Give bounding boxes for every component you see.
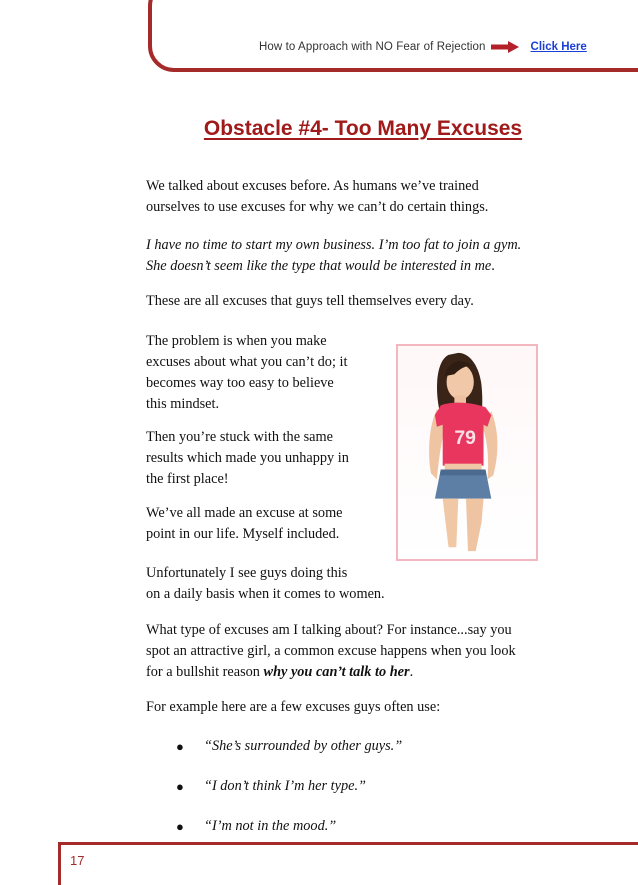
paragraph-all-made-excuse	[146, 503, 343, 545]
list-item	[176, 736, 402, 757]
paragraph-daily-basis	[146, 563, 385, 605]
paragraph-problem	[146, 331, 347, 415]
text-line: the first place!	[146, 471, 229, 487]
paragraph-every-day: These are all excuses that guys tell themselves every day.	[146, 293, 474, 309]
text-line: results which made you unhappy in	[146, 450, 349, 466]
woman-illustration	[398, 346, 536, 559]
paragraph-what-type: What type of excuses am I talking about? For instance...say you spot an attractive girl, a common excuse happens when you look for a bullshit reason why you can’t talk to her.	[146, 622, 516, 680]
text-line: spot an attractive girl, a common excuse happens when you look	[146, 643, 516, 659]
arrow-right-icon	[491, 41, 519, 53]
list-item-text: “I’m not in the mood.”	[204, 818, 337, 834]
text-line: Unfortunately I see guys doing this	[146, 565, 348, 581]
paragraph-stuck	[146, 427, 349, 490]
page-title	[0, 117, 638, 141]
bullet-icon: ●	[176, 819, 184, 834]
page-number: 17	[70, 853, 85, 868]
text-line: point in our life. Myself included.	[146, 526, 340, 542]
jersey-number-text: 79	[454, 427, 476, 450]
text-line: ourselves to use excuses for why we can’t do certain things.	[146, 199, 489, 215]
emphasis-text: why you can’t talk to her	[263, 664, 410, 680]
text-line: We talked about excuses before. As humans we’ve trained	[146, 178, 479, 194]
header-tagline: How to Approach with NO Fear of Rejection	[259, 41, 486, 53]
list-item	[176, 776, 366, 797]
text-line: We’ve all made an excuse at some	[146, 505, 343, 521]
text-line: becomes way too easy to believe	[146, 375, 334, 391]
footer-rule	[58, 842, 638, 845]
list-item	[176, 816, 336, 837]
header-frame	[148, 0, 638, 72]
header-bar	[259, 39, 587, 55]
woman-photo	[396, 344, 538, 561]
text-line: Then you’re stuck with the same	[146, 429, 333, 445]
text-line: The problem is when you make	[146, 333, 327, 349]
page-title-text: Obstacle #4- Too Many Excuses	[203, 117, 523, 140]
paragraph-example-excuses: I have no time to start my own business. I’m too fat to join a gym. She doesn’t seem like the type that would be interested in me.	[146, 237, 522, 274]
text-line: I have no time to start my own business. I’m too fat to join a gym.	[146, 237, 522, 253]
paragraph-intro	[146, 176, 488, 218]
text-line: She doesn’t seem like the type that would be interested in me	[146, 258, 492, 274]
bullet-icon: ●	[176, 779, 184, 794]
click-here-link[interactable]: Click Here	[530, 41, 587, 53]
bullet-icon: ●	[176, 739, 184, 754]
list-item-text: “I don’t think I’m her type.”	[204, 778, 367, 794]
text-line: this mindset.	[146, 396, 220, 412]
text-line: on a daily basis when it comes to women.	[146, 586, 385, 602]
text-line: excuses about what you can’t do; it	[146, 354, 348, 370]
text-line: What type of excuses am I talking about? For instance...say you	[146, 622, 512, 638]
paragraph-for-example: For example here are a few excuses guys often use:	[146, 699, 441, 715]
footer-rule-vertical	[58, 842, 61, 885]
text-line: for a bullshit reason	[146, 664, 264, 680]
list-item-text: “She’s surrounded by other guys.”	[204, 738, 403, 754]
